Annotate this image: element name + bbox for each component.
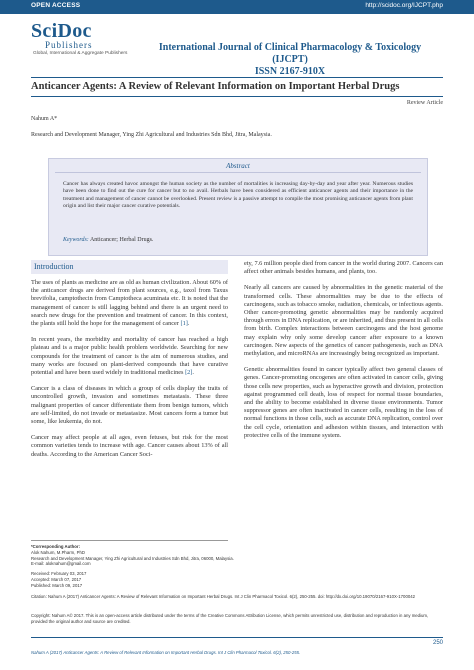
logo-name: SciDoc bbox=[31, 20, 92, 42]
publisher-logo bbox=[31, 20, 131, 76]
header-rule bbox=[31, 77, 443, 78]
journal-title-block bbox=[140, 42, 440, 78]
article-type: Review Article bbox=[406, 100, 443, 106]
paragraph: Cancer is a class of diseases in which a group of cells display the traits of uncontrolled growth, invasion and sometimes metastasis. These three malignant properties of cancer differentiate them from benign tumors, which are self-limited, do not invade or metastasize. Most cancers form a tumor but some, like leukemia, do not. bbox=[31, 385, 228, 426]
paragraph: Cancer may affect people at all ages, even fetuses, but risk for the most common varieties tends to increase with age. Cancer causes about 13% of all deaths. According to the American Cancer Soci- bbox=[31, 434, 228, 458]
journal-issn: ISSN 2167-910X bbox=[254, 66, 326, 77]
affiliation: Research and Development Manager, Ying Zhi Agricultural and Industries Sdn Bhd, Jitra, Malaysia. bbox=[31, 132, 272, 138]
copyright: Copyright: Nahum A© 2017. This is an open-access article distributed under the terms of the Creative Commons Attribution License, which permits unrestricted use, distribution and reproduction in any medium, provided the original author and source are credited. bbox=[31, 613, 429, 624]
keywords-label: Keywords: bbox=[63, 237, 89, 243]
footnote-rule bbox=[31, 540, 228, 541]
keywords bbox=[63, 237, 153, 243]
right-column bbox=[244, 260, 443, 448]
corresponding-label: *Corresponding Author: bbox=[31, 544, 81, 549]
logo-tagline: Global, International & Aggregate Publishers bbox=[33, 51, 128, 56]
abstract-box bbox=[48, 158, 428, 256]
page-footer bbox=[31, 641, 443, 659]
open-access-label: OPEN ACCESS bbox=[31, 2, 81, 9]
corresponding-role: Research and Development Manager, Ying Zhi Agricultural and Industries Sdn Bhd, Jitra, 06000, Malaysia. bbox=[31, 555, 234, 561]
paragraph-text: In recent years, the morbidity and mortality of cancer has reached a high plateau and is a major public health problem worldwide. Searching for new compounds for the treatment of cancer is the aim of numerous studies, and many works are focused on plant-derived compounds that have curative potential and have been used widely in traditional medicines bbox=[31, 336, 228, 377]
abstract-heading: Abstract bbox=[226, 162, 250, 170]
paragraph: The uses of plants as medicine are as old as human civilization. About 60% of the anticancer drugs are derived from plant sources, e.g., taxol from Taxus brevifolia, camptothecin from Camptotheca acuminata etc. It is noted that the management of cancer is still lagging behind and there is an urgent need to search new drugs for the prevention and treatment of cancer. In this context, the plants still hold the hope for the management of cancer [1]. bbox=[31, 279, 228, 328]
paragraph: Genetic abnormalities found in cancer typically affect two general classes of genes. Cancer-promoting oncogenes are often activated in cancer cells, giving those cells new properties, such as hyperactive growth and division, protection against programmed cell death, loss of respect for normal tissue boundaries, and the ability to become established in diverse tissue environments. Tumor suppressor genes are often inactivated in cancer cells, resulting in the loss of normal functions in those cells, such as accurate DNA replication, control over the cell cycle, orientation and adhesion within tissues, and interaction with protective cells of the immune system. bbox=[244, 366, 443, 439]
journal-title: International Journal of Clinical Pharmacology & Toxicology (IJCPT) bbox=[158, 42, 422, 65]
footnote-block bbox=[31, 544, 261, 589]
author: Nahum A* bbox=[31, 116, 58, 122]
paragraph: In recent years, the morbidity and mortality of cancer has reached a high plateau and is a major public health problem worldwide. Searching for new compounds for the treatment of cancer is the aim of numerous studies, and many works are focused on plant-derived compounds that have curative potential and have been used widely in traditional medicines [2]. bbox=[31, 336, 228, 377]
introduction-heading-bar bbox=[31, 260, 228, 274]
introduction-heading: Introduction bbox=[34, 262, 74, 271]
published-date: Published: March 09, 2017 bbox=[31, 582, 83, 588]
keywords-text: Anticancer; Herbal Drugs. bbox=[89, 237, 154, 243]
footer-citation: Nahum A (2017) Anticancer Agents: A Review of Relevant Information on Important Herbal Drugs. Int J Clin Pharmacol Toxicol. 6(2), 250-255. bbox=[31, 650, 301, 655]
corresponding-email[interactable]: E-mail: aloknahum@gmail.com bbox=[31, 561, 91, 567]
paragraph-text: The uses of plants as medicine are as old as human civilization. About 60% of the anticancer drugs are derived from plant sources, e.g., taxol from Taxus brevifolia, camptothecin from Camptotheca acuminata etc. It is noted that the management of cancer is still lagging behind and there is an urgent need to search new drugs for the prevention and treatment of cancer. In this context, the plants still hold the hope for the management of cancer bbox=[31, 279, 228, 328]
paragraph: ety, 7.6 million people died from cancer in the world during 2007. Cancers can affect other animals besides humans, and plants, too. bbox=[244, 260, 443, 276]
corresponding-name: Alok Nahum, M.Pharm, PhD bbox=[31, 549, 85, 555]
header-bar bbox=[0, 0, 474, 14]
received-date: Received: February 03, 2017 bbox=[31, 571, 87, 577]
page-number: 250 bbox=[432, 640, 443, 646]
abstract-text: Cancer has always created havoc amongst the human society as the number of mortalities is increasing day-by-day and year after year. Numerous studies have been done to find out the cure for cancer but to no avail. Herbals have been considered as efficient anticancer agents and their importance in the treatment and management of cancer cannot be overlooked. Present review is a passive attempt to compile the most promising anticancer agents from plant origin and list their major cancer curative potentials. bbox=[63, 181, 413, 209]
accepted-date: Accepted: March 07, 2017 bbox=[31, 576, 82, 582]
article-title: Anticancer Agents: A Review of Relevant Information on Important Herbal Drugs bbox=[31, 81, 400, 92]
title-rule bbox=[31, 96, 443, 97]
abstract-rule bbox=[55, 172, 421, 173]
citation: Citation: Nahum A (2017) Anticancer Agents: A Review of Relevant Information on Important Herbal Drugs. Int J Clin Pharmacol Toxicol. 6(2), 250-255. doi: http://dx.doi.org/10.19070/2167-910X-1700042 bbox=[31, 594, 415, 599]
reference-link[interactable]: [1] bbox=[180, 320, 188, 328]
footer-rule bbox=[31, 637, 443, 638]
reference-link[interactable]: [2] bbox=[185, 369, 193, 377]
journal-url-link[interactable]: http://scidoc.org/IJCPT.php bbox=[365, 2, 443, 9]
left-column bbox=[31, 279, 228, 467]
logo-sub: Publishers bbox=[45, 40, 93, 50]
paragraph: Nearly all cancers are caused by abnormalities in the genetic material of the transformed cells. These abnormalities may be due to the effects of carcinogens, such as tobacco smoke, radiation, chemicals, or infectious agents. Other cancer-promoting genetic abnormalities may be randomly acquired through errors in DNA replication, or are inherited, and thus present in all cells from birth. Complex interactions between carcinogens and the host genome may explain why only some develop cancer after exposure to a known carcinogen. New aspects of the genetics of cancer pathogenesis, such as DNA methylation, and microRNAs are increasingly being recognized as important. bbox=[244, 284, 443, 358]
